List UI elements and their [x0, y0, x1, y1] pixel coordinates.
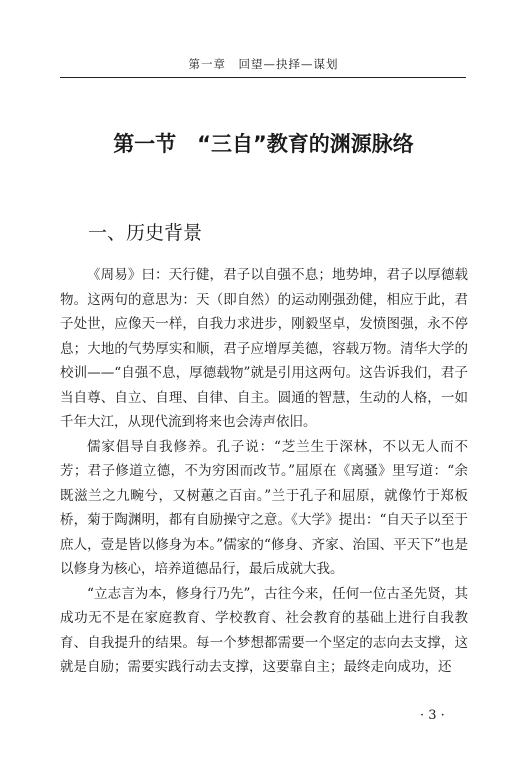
paragraph: “立志言为本，修身行乃先”，古往今来，任何一位古圣先贤，其成功无不是在家庭教育、学校教育、社会教育的基础上进行自我教育、自我提升的结果。每一个梦想都需要一个坚定的志向去支撑，这就是自励；需要实践行动去支撑，这要靠自主；最终走向成功，还: [60, 585, 468, 675]
section-title: 第一节 “三自”教育的渊源脉络: [113, 132, 414, 156]
paragraph: 儒家倡导自我修养。孔子说：“芝兰生于深林，不以无人而不芳；君子修道立德，不为穷困而改节。”屈原在《离骚》里写道：“余既滋兰之九畹兮，又树蕙之百亩。”兰于孔子和屈原，就像竹于郑板桥，菊于陶渊明，都有自励操守之意。《大学》提出：“自天子以至于庶人，壹是皆以修身为本。”儒家的“修身、齐家、治国、平天下”也是以修身为核心，培养道德品行，最后成就大我。: [60, 438, 468, 577]
body-text: [60, 263, 468, 680]
page-number: · 3 ·: [420, 708, 445, 723]
running-head: 第一章 回望—抉择—谋划: [188, 57, 339, 71]
header-rule: [60, 77, 466, 78]
subsection-title: 一、历史背景: [88, 222, 203, 244]
paragraph: 《周易》曰：天行健，君子以自强不息；地势坤，君子以厚德载物。这两句的意思为：天（即自然）的运动刚强劲健，相应于此，君子处世，应像天一样，自我力求进步，刚毅坚卓，发愤图强，永不停息；大地的气势厚实和顺，君子应增厚美德，容载万物。清华大学的校训——“自强不息，厚德载物”就是引用这两句。这告诉我们，君子当自尊、自立、自理、自律、自主。圆通的智慧，生动的人格，一如千年大江，从现代流到将来也会涛声依旧。: [60, 267, 468, 430]
